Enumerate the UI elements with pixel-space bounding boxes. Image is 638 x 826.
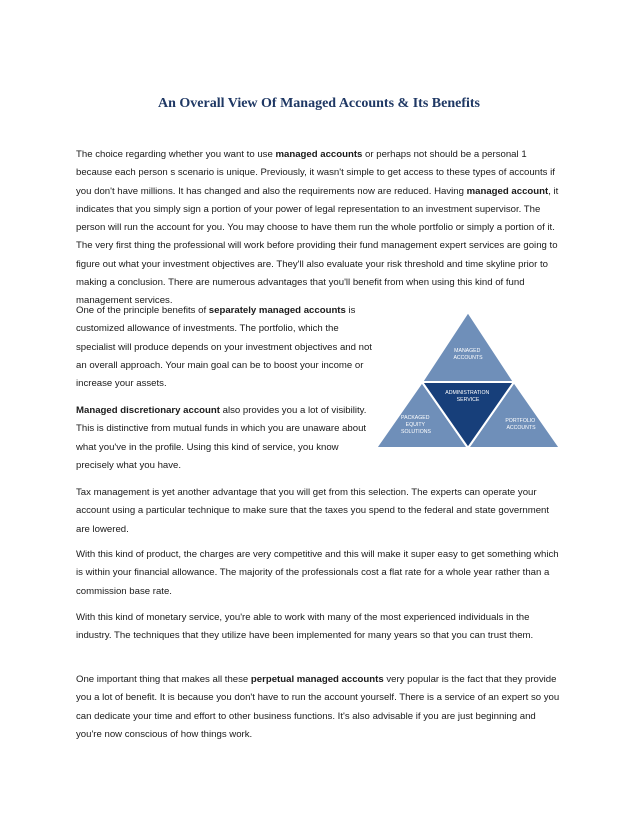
bold-keyword: separately managed accounts bbox=[208, 305, 346, 316]
paragraph-text: With this kind of product, the charges are very competitive and this will make it super easy to get something which is within your financial allowance. The majority of the professionals cost a flat rate for a whole year rather than a commission base rate. bbox=[76, 549, 559, 597]
paragraph-text: One of the principle benefits of bbox=[76, 305, 209, 316]
label-packaged-equity-solutions: PACKAGED EQUITY SOLUTIONS bbox=[401, 415, 431, 435]
paragraph-text: Tax management is yet another advantage that you will get from this selection. The experts can operate your account using a particular technique to make sure that the taxes you spend to the federal and state government are lowered. bbox=[76, 487, 550, 535]
bold-keyword: Managed discretionary account bbox=[76, 405, 220, 416]
paragraph bbox=[76, 146, 564, 311]
paragraph bbox=[76, 546, 564, 601]
paragraph-text: very popular is the fact that they provide you a lot of benefit. It is because you don't have to run the account yourself. There is a service of an expert so you can dedicate your time and effort to other business functions. It's also advisable if you are just beginning and you're now conscious of how things work. bbox=[76, 674, 560, 740]
document-title: An Overall View Of Managed Accounts & Its Benefits bbox=[158, 96, 480, 111]
paragraph-text: , it indicates that you simply sign a portion of your power of legal representation to an investment supervisor. The person will run the account for you. You may choose to have them run the whole portfolio or simply a portion of it. The very first thing the professional will work before providing their fund management expert services are going to figure out what your investment objectives are. They'll also evaluate your risk threshold and time skyline prior to making a conclusion. There are numerous advantages that you'll benefit from when using this kind of fund management services. bbox=[76, 185, 559, 307]
label-administration-service: ADMINISTRATION SERVICE bbox=[445, 390, 490, 403]
label-portfolio-accounts: PORTFOLIO ACCOUNTS bbox=[505, 418, 536, 431]
paragraph bbox=[76, 609, 564, 646]
paragraph-text: also provides you a lot of visibility. This is distinctive from mutual funds in which you are unaware about what you've in the profile. Using this kind of service, you know precisely what you have. bbox=[76, 405, 367, 471]
pyramid-top-triangle bbox=[422, 312, 514, 382]
paragraph-text: or perhaps not should be a personal 1 because each person s scenario is unique. Previously, it wasn't simple to get access to these types of accounts if you don't have millions. It has changed and also the requirements now are reduced. Having bbox=[76, 149, 555, 197]
paragraph bbox=[76, 484, 564, 539]
bold-keyword: managed account bbox=[466, 185, 549, 197]
paragraph bbox=[76, 302, 376, 393]
label-managed-accounts: MANAGED ACCOUNTS bbox=[453, 348, 483, 361]
managed-accounts-pyramid-diagram bbox=[372, 308, 564, 450]
bold-keyword: perpetual managed accounts bbox=[250, 674, 384, 685]
paragraph bbox=[76, 671, 564, 744]
paragraph-text: With this kind of monetary service, you're able to work with many of the most experienced individuals in the industry. The techniques that they utilize have been implemented for many years so that you can trust them. bbox=[76, 612, 534, 642]
paragraph bbox=[76, 402, 376, 475]
paragraph-text: The choice regarding whether you want to use bbox=[76, 149, 276, 160]
bold-keyword: managed accounts bbox=[275, 149, 363, 160]
paragraph-text: One important thing that makes all these bbox=[76, 674, 251, 685]
paragraph-text: is customized allowance of investments. The portfolio, which the specialist will produce depends on your investment objectives and not an overall approach. Your main goal can be to boost your income or increase your assets. bbox=[76, 305, 372, 390]
